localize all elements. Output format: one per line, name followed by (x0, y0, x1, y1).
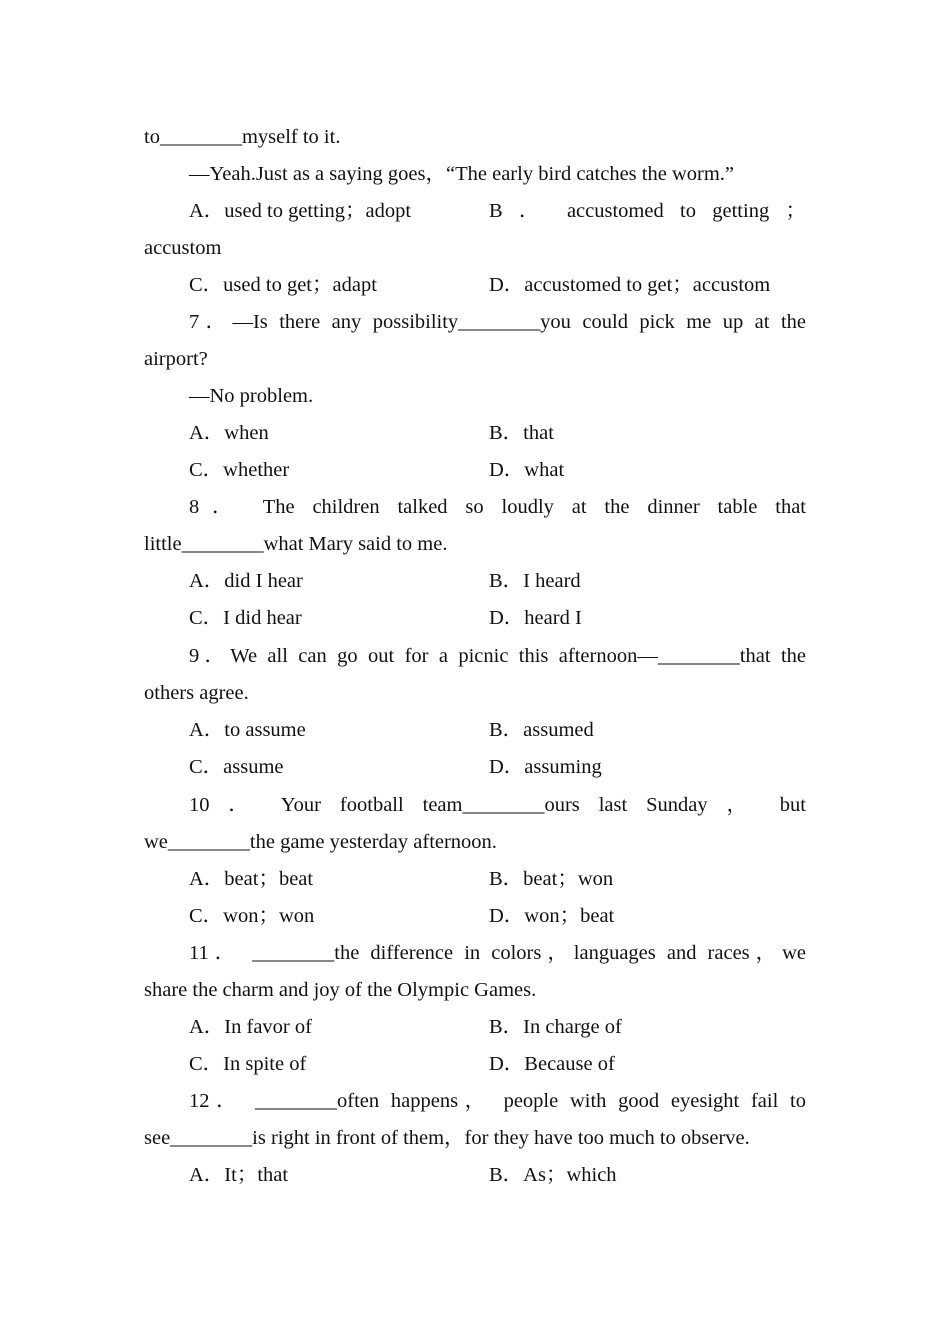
q6-option-d: D．accustomed to get；accustom (489, 274, 771, 296)
q7-stem-continuation: airport? (144, 348, 208, 370)
q9-option-a: A．to assume (189, 719, 306, 741)
q12-option-a: A．It；that (189, 1164, 289, 1186)
q6-reply: —Yeah.Just as a saying goes，“The early bird catches the worm.” (189, 163, 735, 185)
q7-stem: 7．—Is there any possibility________you could pick me up at the (189, 311, 806, 333)
q8-option-c: C．I did hear (189, 607, 302, 629)
q7-option-b: B．that (489, 422, 554, 444)
q9-option-b: B．assumed (489, 719, 594, 741)
q8-option-d: D．heard I (489, 607, 582, 629)
q8-option-a: A．did I hear (189, 570, 303, 592)
q7-reply: —No problem. (189, 385, 314, 407)
q9-stem-continuation: others agree. (144, 682, 249, 704)
q9-option-d: D．assuming (489, 756, 602, 778)
q10-stem: 10 ． Your football team________ours last Sunday ， but (189, 794, 806, 816)
q11-stem: 11． ________the difference in colors，languages and races，we (189, 942, 806, 964)
q12-stem-continuation: see________is right in front of them，for they have too much to observe. (144, 1127, 750, 1149)
q11-option-d: D．Because of (489, 1053, 615, 1075)
q6-option-a: A．used to getting；adopt (189, 200, 412, 222)
q6-option-c: C．used to get；adapt (189, 274, 377, 296)
q7-option-c: C．whether (189, 459, 290, 481)
q6-option-b: B ． accustomed to getting ； (489, 200, 806, 222)
q7-option-a: A．when (189, 422, 269, 444)
q12-option-b: B．As；which (489, 1164, 617, 1186)
q11-option-c: C．In spite of (189, 1053, 307, 1075)
q9-option-c: C．assume (189, 756, 284, 778)
q10-option-b: B．beat；won (489, 868, 614, 890)
q9-stem: 9．We all can go out for a picnic this afternoon—________that the (189, 645, 806, 667)
q7-option-d: D．what (489, 459, 565, 481)
q11-option-b: B．In charge of (489, 1016, 622, 1038)
q8-stem: 8． The children talked so loudly at the dinner table that (189, 496, 806, 518)
q10-option-a: A．beat；beat (189, 868, 314, 890)
q10-option-c: C．won；won (189, 905, 315, 927)
q11-option-a: A．In favor of (189, 1016, 312, 1038)
q12-stem: 12． ________often happens， people with good eyesight fail to (189, 1090, 806, 1112)
q8-option-b: B．I heard (489, 570, 581, 592)
q6-stem-continuation: to________myself to it. (144, 126, 341, 148)
q8-stem-continuation: little________what Mary said to me. (144, 533, 448, 555)
q6-option-b-continuation: accustom (144, 237, 222, 259)
q10-option-d: D．won；beat (489, 905, 615, 927)
q11-stem-continuation: share the charm and joy of the Olympic Games. (144, 979, 537, 1001)
q10-stem-continuation: we________the game yesterday afternoon. (144, 831, 497, 853)
